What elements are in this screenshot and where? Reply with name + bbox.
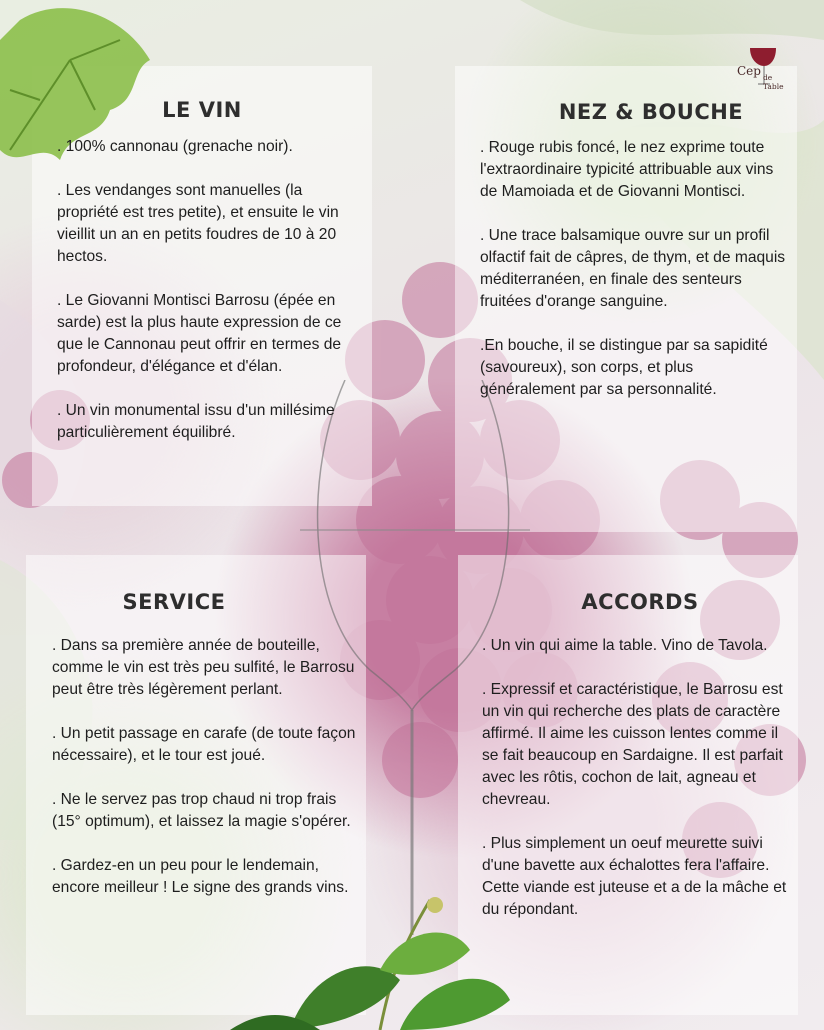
- section-title-nez-bouche: NEZ & BOUCHE: [558, 100, 744, 124]
- section-title-le-vin: LE VIN: [162, 98, 242, 122]
- section-title-service: SERVICE: [122, 590, 226, 614]
- paragraph: . Une trace balsamique ouvre sur un profil olfactif fait de câpres, de thym, et de maquis méditerranéen, en finale des senteurs fruitées d'orange sanguine.: [480, 227, 786, 310]
- paragraph: . Les vendanges sont manuelles (la propriété est tres petite), et ensuite le vin vieillit un an en petits foudres de 10 à 20 hectos.: [57, 182, 339, 265]
- nez-bouche-body: [480, 137, 786, 423]
- paragraph: . Plus simplement un oeuf meurette suivi d'une bavette aux échalottes fera l'affaire. Cette viande est juteuse et a de la mâche et du répondant.: [482, 835, 787, 918]
- paragraph: . Le Giovanni Montisci Barrosu (épée en sarde) est la plus haute expression de ce que le Cannonau peut offrir en termes de profondeur, d'élégance et d'élan.: [57, 292, 342, 375]
- service-body: [52, 635, 360, 921]
- paragraph: . Ne le servez pas trop chaud ni trop frais (15° optimum), et laissez la magie s'opérer.: [52, 791, 351, 830]
- accords-body: [482, 635, 788, 943]
- section-title-accords: ACCORDS: [581, 590, 699, 614]
- paragraph: . Gardez-en un peu pour le lendemain, encore meilleur ! Le signe des grands vins.: [52, 857, 349, 896]
- le-vin-body: [57, 136, 367, 466]
- logo-brand: Cep: [737, 64, 761, 78]
- paragraph: . Expressif et caractéristique, le Barrosu est un vin qui recherche des plats de caractère affirmé. Il aime les cuisson lentes comme il se fait beaucoup en Sardaigne. Il est parfait avec les rôtis, cochon de lait, agneau et chevreau.: [482, 681, 783, 808]
- paragraph: . Un vin qui aime la table. Vino de Tavola.: [482, 637, 768, 654]
- paragraph: . 100% cannonau (grenache noir).: [57, 138, 293, 155]
- paragraph: . Un petit passage en carafe (de toute façon nécessaire), et le tour est joué.: [52, 725, 356, 764]
- paragraph: .En bouche, il se distingue par sa sapidité (savoureux), son corps, et plus généralement par sa personnalité.: [480, 337, 768, 398]
- paragraph: . Rouge rubis foncé, le nez exprime toute l'extraordinaire typicité attribuable aux vins de Mamoiada et de Giovanni Montisci.: [480, 139, 774, 200]
- logo-tagline: de Table: [763, 73, 784, 91]
- paragraph: . Un vin monumental issu d'un millésime particulièrement équilibré.: [57, 402, 335, 441]
- paragraph: . Dans sa première année de bouteille, comme le vin est très peu sulfité, le Barrosu peut être très légèrement perlant.: [52, 637, 355, 698]
